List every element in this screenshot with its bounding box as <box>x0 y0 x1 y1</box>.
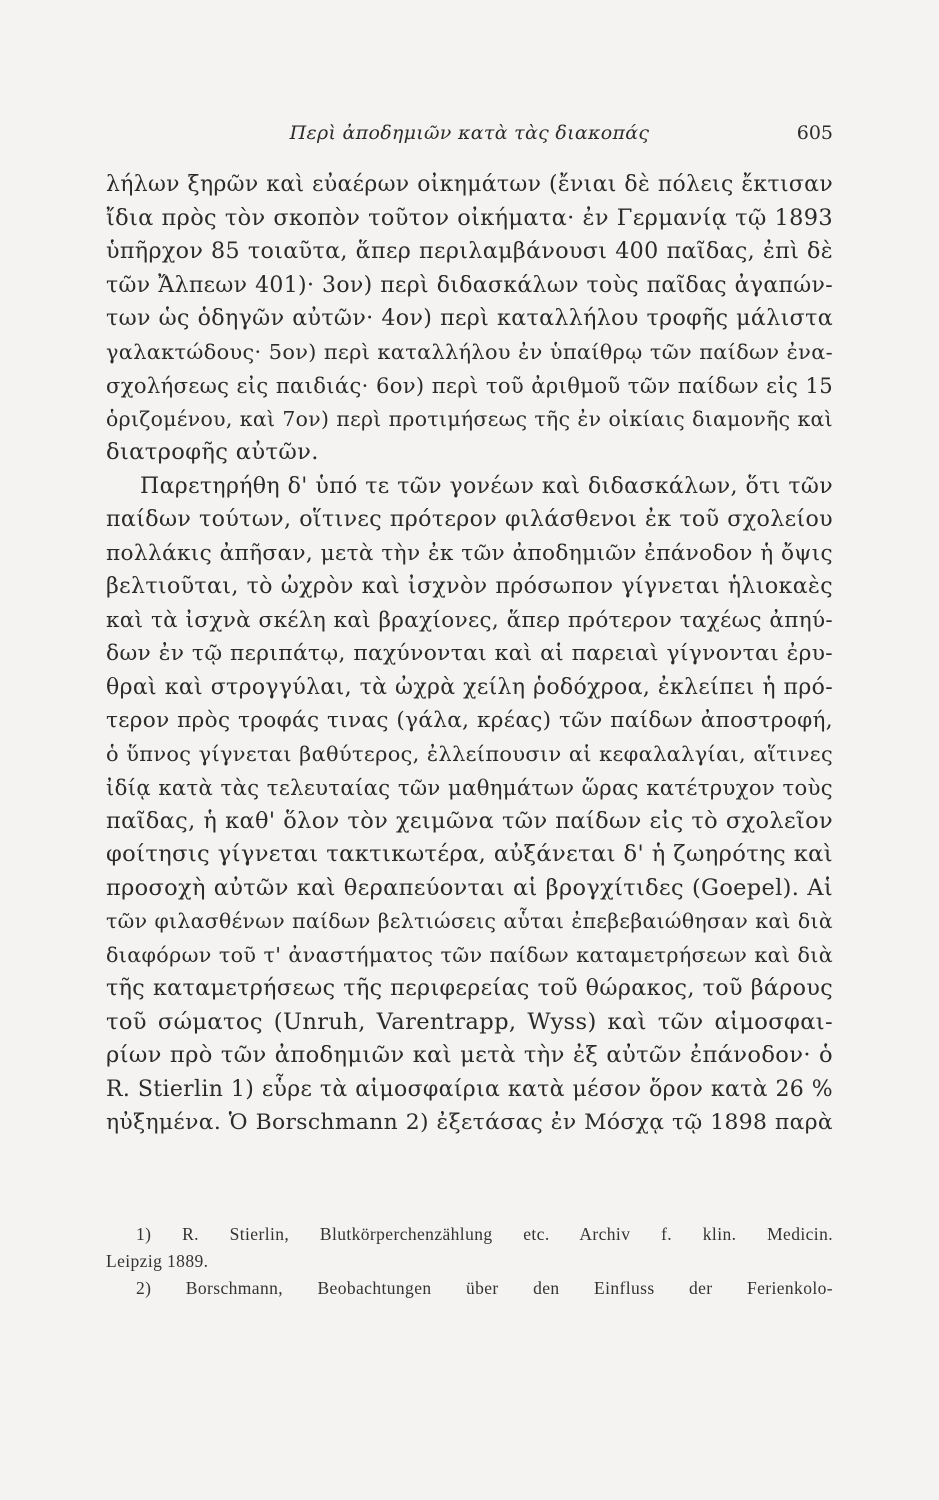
footnote-line: 1) R. Stierlin, Blutkörperchenzählung etc. Archiv f. klin. Medicin. <box>136 1224 833 1244</box>
text-line: διαφόρων τοῦ τ' ἀναστήματος τῶν παίδων καταμετρήσεων καὶ διὰ <box>106 942 833 967</box>
text-line: διατροφῆς αὐτῶν. <box>106 439 319 465</box>
page-header <box>106 122 833 152</box>
text-line: ὁριζομένου, καὶ 7ον) περὶ προτιμήσεως τῆς ἐν οἰκίαις διαμονῆς καὶ <box>106 406 833 431</box>
text-line: καὶ τὰ ἰσχνὰ σκέλη καὶ βραχίονες, ἅπερ πρότερον ταχέως ἀπηύ- <box>106 607 833 633</box>
text-line: τοῦ σώματος (Unruh, Varentrapp, Wyss) καὶ τῶν αἱμοσφαι- <box>106 1008 833 1035</box>
text-line: βελτιοῦται, τὸ ὠχρὸν καὶ ἰσχνὸν πρόσωπον γίγνεται ἡλιοκαὲς <box>106 573 833 599</box>
text-line: τερον πρὸς τροφάς τινας (γάλα, κρέας) τῶν παίδων ἀποστροφή, <box>106 708 833 733</box>
text-line: τῆς καταμετρήσεως τῆς περιφερείας τοῦ θώρακος, τοῦ βάρους <box>106 975 833 1001</box>
page-number: 605 <box>796 122 833 144</box>
text-line: σχολήσεως εἰς παιδιάς· 6ον) περὶ τοῦ ἀριθμοῦ τῶν παίδων εἰς 15 <box>106 373 833 398</box>
text-line: τῶν Ἄλπεων 401)· 3ον) περὶ διδασκάλων τοὺς παῖδας ἀγαπών- <box>106 272 833 298</box>
text-line: R. Stierlin 1) εὗρε τὰ αἱμοσφαίρια κατὰ μέσον ὅρον κατὰ 26 % <box>106 1076 833 1102</box>
running-title: Περὶ ἀποδημιῶν κατὰ τὰς διακοπάς <box>289 122 650 144</box>
text-line: δων ἐν τῷ περιπάτῳ, παχύνονται καὶ αἱ παρειαὶ γίγνονται ἐρυ- <box>106 641 833 666</box>
text-line: παίδων τούτων, οἵτινες πρότερον φιλάσθενοι ἐκ τοῦ σχολείου <box>106 506 833 532</box>
footnotes <box>106 1221 833 1302</box>
text-line: ρίων πρὸ τῶν ἀποδημιῶν καὶ μετὰ τὴν ἐξ αὐτῶν ἐπάνοδον· ὁ <box>106 1042 833 1068</box>
footnote-line: Leipzig 1889. <box>106 1251 209 1271</box>
text-line: γαλακτώδους· 5ον) περὶ καταλλήλου ἐν ὑπαίθρῳ τῶν παίδων ἐνα- <box>106 339 833 364</box>
body-text <box>106 168 833 1140</box>
text-line: τῶν φιλασθένων παίδων βελτιώσεις αὗται ἐπεβεβαιώθησαν καὶ διὰ <box>106 909 833 933</box>
text-line: φοίτησις γίγνεται τακτικωτέρα, αὐξάνεται δ' ἡ ζωηρότης καὶ <box>106 841 833 867</box>
text-line: Παρετηρήθη δ' ὑπό τε τῶν γονέων καὶ διδασκάλων, ὅτι τῶν <box>140 473 833 499</box>
text-line: λήλων ξηρῶν καὶ εὐαέρων οἰκημάτων (ἔνιαι δὲ πόλεις ἔκτισαν <box>106 172 833 197</box>
text-line: ὑπῆρχον 85 τοιαῦτα, ἅπερ περιλαμβάνουσι 400 παῖδας, ἐπὶ δὲ <box>106 238 833 264</box>
text-line: προσοχὴ αὐτῶν καὶ θεραπεύονται αἱ βρογχίτιδες (Goepel). Αἱ <box>106 874 833 901</box>
text-line: ἴδια πρὸς τὸν σκοπὸν τοῦτον οἰκήματα· ἐν Γερμανίᾳ τῷ 1893 <box>106 204 833 231</box>
text-line: ἰδίᾳ κατὰ τὰς τελευταίας τῶν μαθημάτων ὥρας κατέτρυχον τοὺς <box>106 775 833 800</box>
text-line: θραὶ καὶ στρογγύλαι, τὰ ὠχρὰ χείλη ῥοδόχροα, ἐκλείπει ἡ πρό- <box>106 674 833 700</box>
text-line: παῖδας, ἡ καθ' ὅλον τὸν χειμῶνα τῶν παίδων εἰς τὸ σχολεῖον <box>106 807 833 834</box>
text-line: ηὐξημένα. Ὁ Borschmann 2) ἐξετάσας ἐν Μόσχᾳ τῷ 1898 παρὰ <box>106 1110 833 1135</box>
text-line: πολλάκις ἀπῆσαν, μετὰ τὴν ἐκ τῶν ἀποδημιῶν ἐπάνοδον ἡ ὄψις <box>106 540 833 566</box>
footnote-line: 2) Borschmann, Beobachtungen über den Einfluss der Ferienkolo- <box>136 1278 833 1298</box>
text-line: των ὡς ὁδηγῶν αὐτῶν· 4ον) περὶ καταλλήλου τροφῆς μάλιστα <box>106 305 833 331</box>
text-line: ὁ ὕπνος γίγνεται βαθύτερος, ἐλλείπουσιν αἱ κεφαλαλγίαι, αἵτινες <box>106 741 833 766</box>
